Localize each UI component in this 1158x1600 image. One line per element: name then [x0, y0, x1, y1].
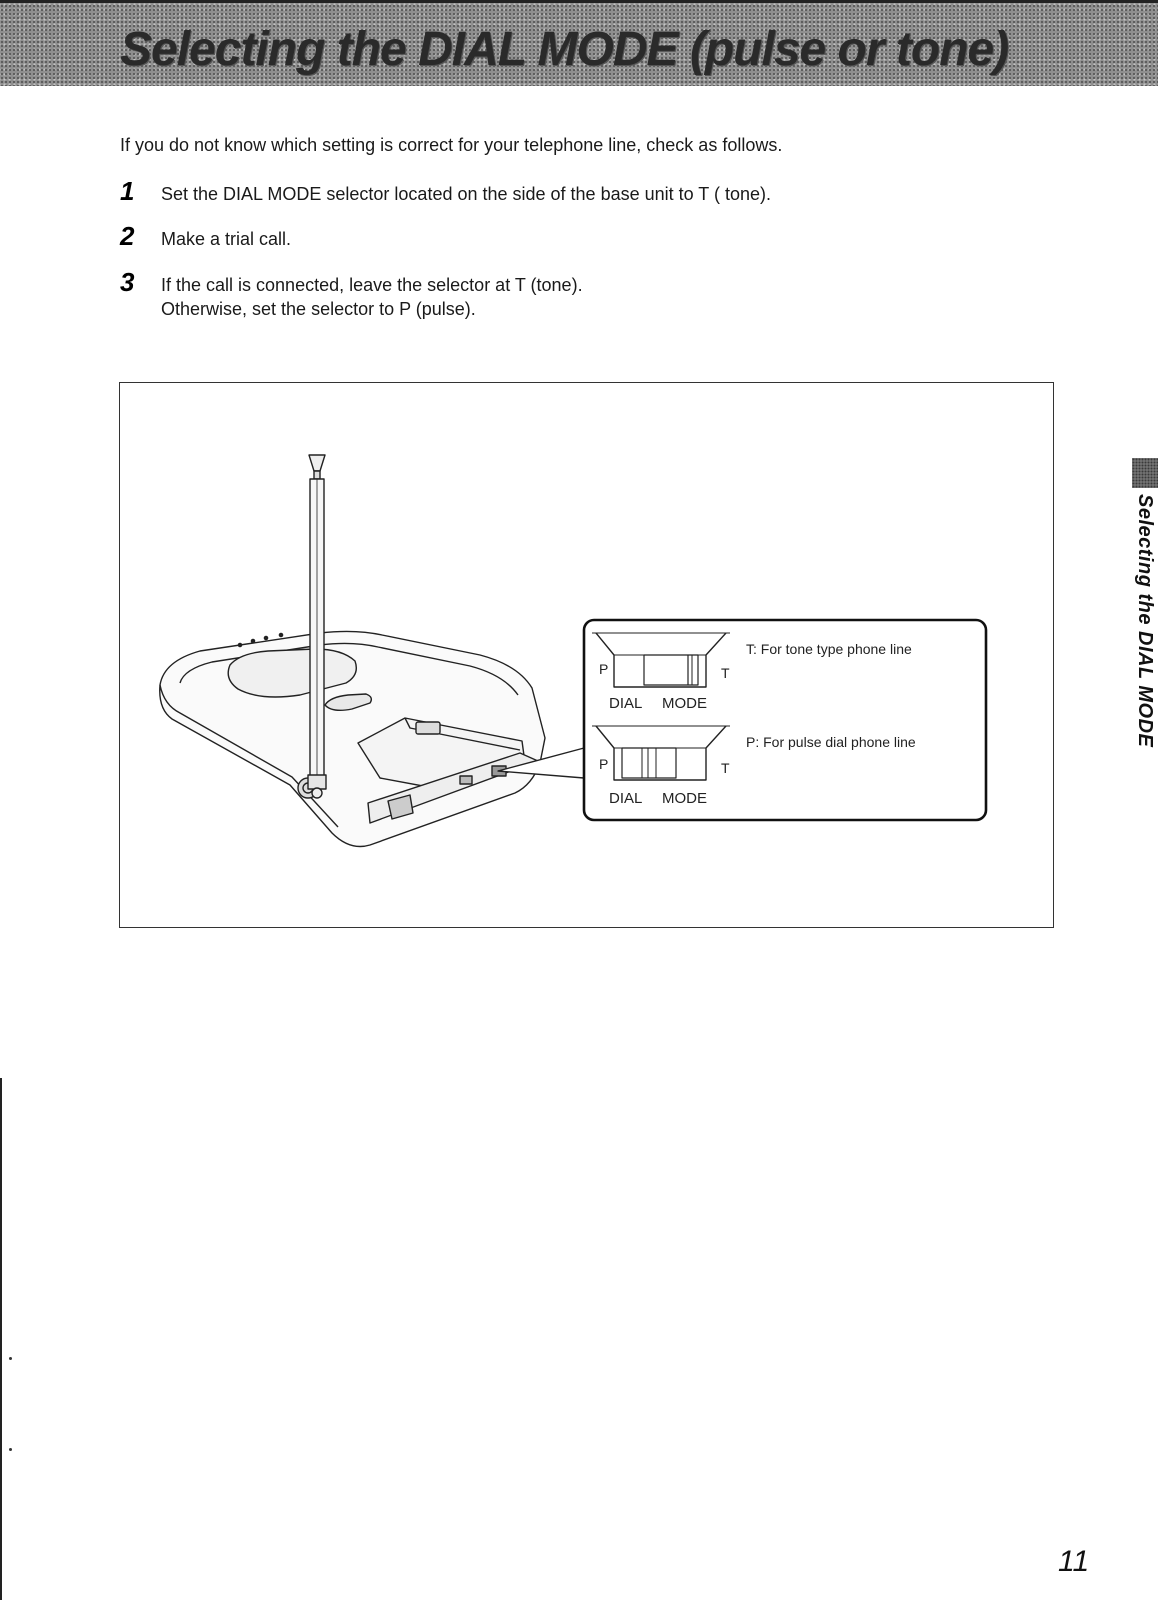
intro-text: If you do not know which setting is correct for your telephone line, check as follows. — [120, 135, 783, 155]
pulse-description: P: For pulse dial phone line — [746, 734, 916, 750]
tone-mode-label: MODE — [662, 695, 707, 712]
top-rule — [0, 0, 1158, 3]
step-number: 2 — [120, 221, 135, 251]
step-text: If the call is connected, leave the selector at T (tone). — [161, 275, 583, 295]
scan-dot — [9, 1448, 12, 1451]
figure-illustration — [120, 383, 1052, 926]
pulse-mode-label: MODE — [662, 790, 707, 807]
pulse-p-label: P — [599, 756, 609, 772]
binding-edge-line — [0, 1078, 2, 1600]
figure-box — [119, 382, 1054, 928]
page-number: 11 — [1058, 1545, 1090, 1578]
pulse-t-label: T — [721, 760, 730, 776]
step-text: Make a trial call. — [161, 229, 292, 249]
tone-t-label: T — [721, 665, 730, 681]
side-tab-label: Selecting the DIAL MODE — [1134, 494, 1156, 748]
title-bar — [0, 0, 1158, 86]
tone-dial-label: DIAL — [609, 695, 643, 712]
step-text-line-2: Otherwise, set the selector to P (pulse). — [161, 299, 476, 319]
scan-dot — [9, 1357, 12, 1360]
step-number: 1 — [120, 176, 135, 206]
step-text: Set the DIAL MODE selector located on the side of the base unit to T ( tone). — [161, 184, 772, 204]
tone-p-label: P — [599, 661, 609, 677]
step-number: 3 — [120, 267, 135, 297]
base-unit-drawing — [160, 631, 545, 846]
pulse-dial-label: DIAL — [609, 790, 643, 807]
antenna-drawing — [308, 455, 326, 798]
side-tab-marker — [1132, 458, 1158, 488]
tone-description: T: For tone type phone line — [746, 641, 912, 657]
page-title: Selecting the DIAL MODE (pulse or tone) — [120, 23, 1009, 76]
